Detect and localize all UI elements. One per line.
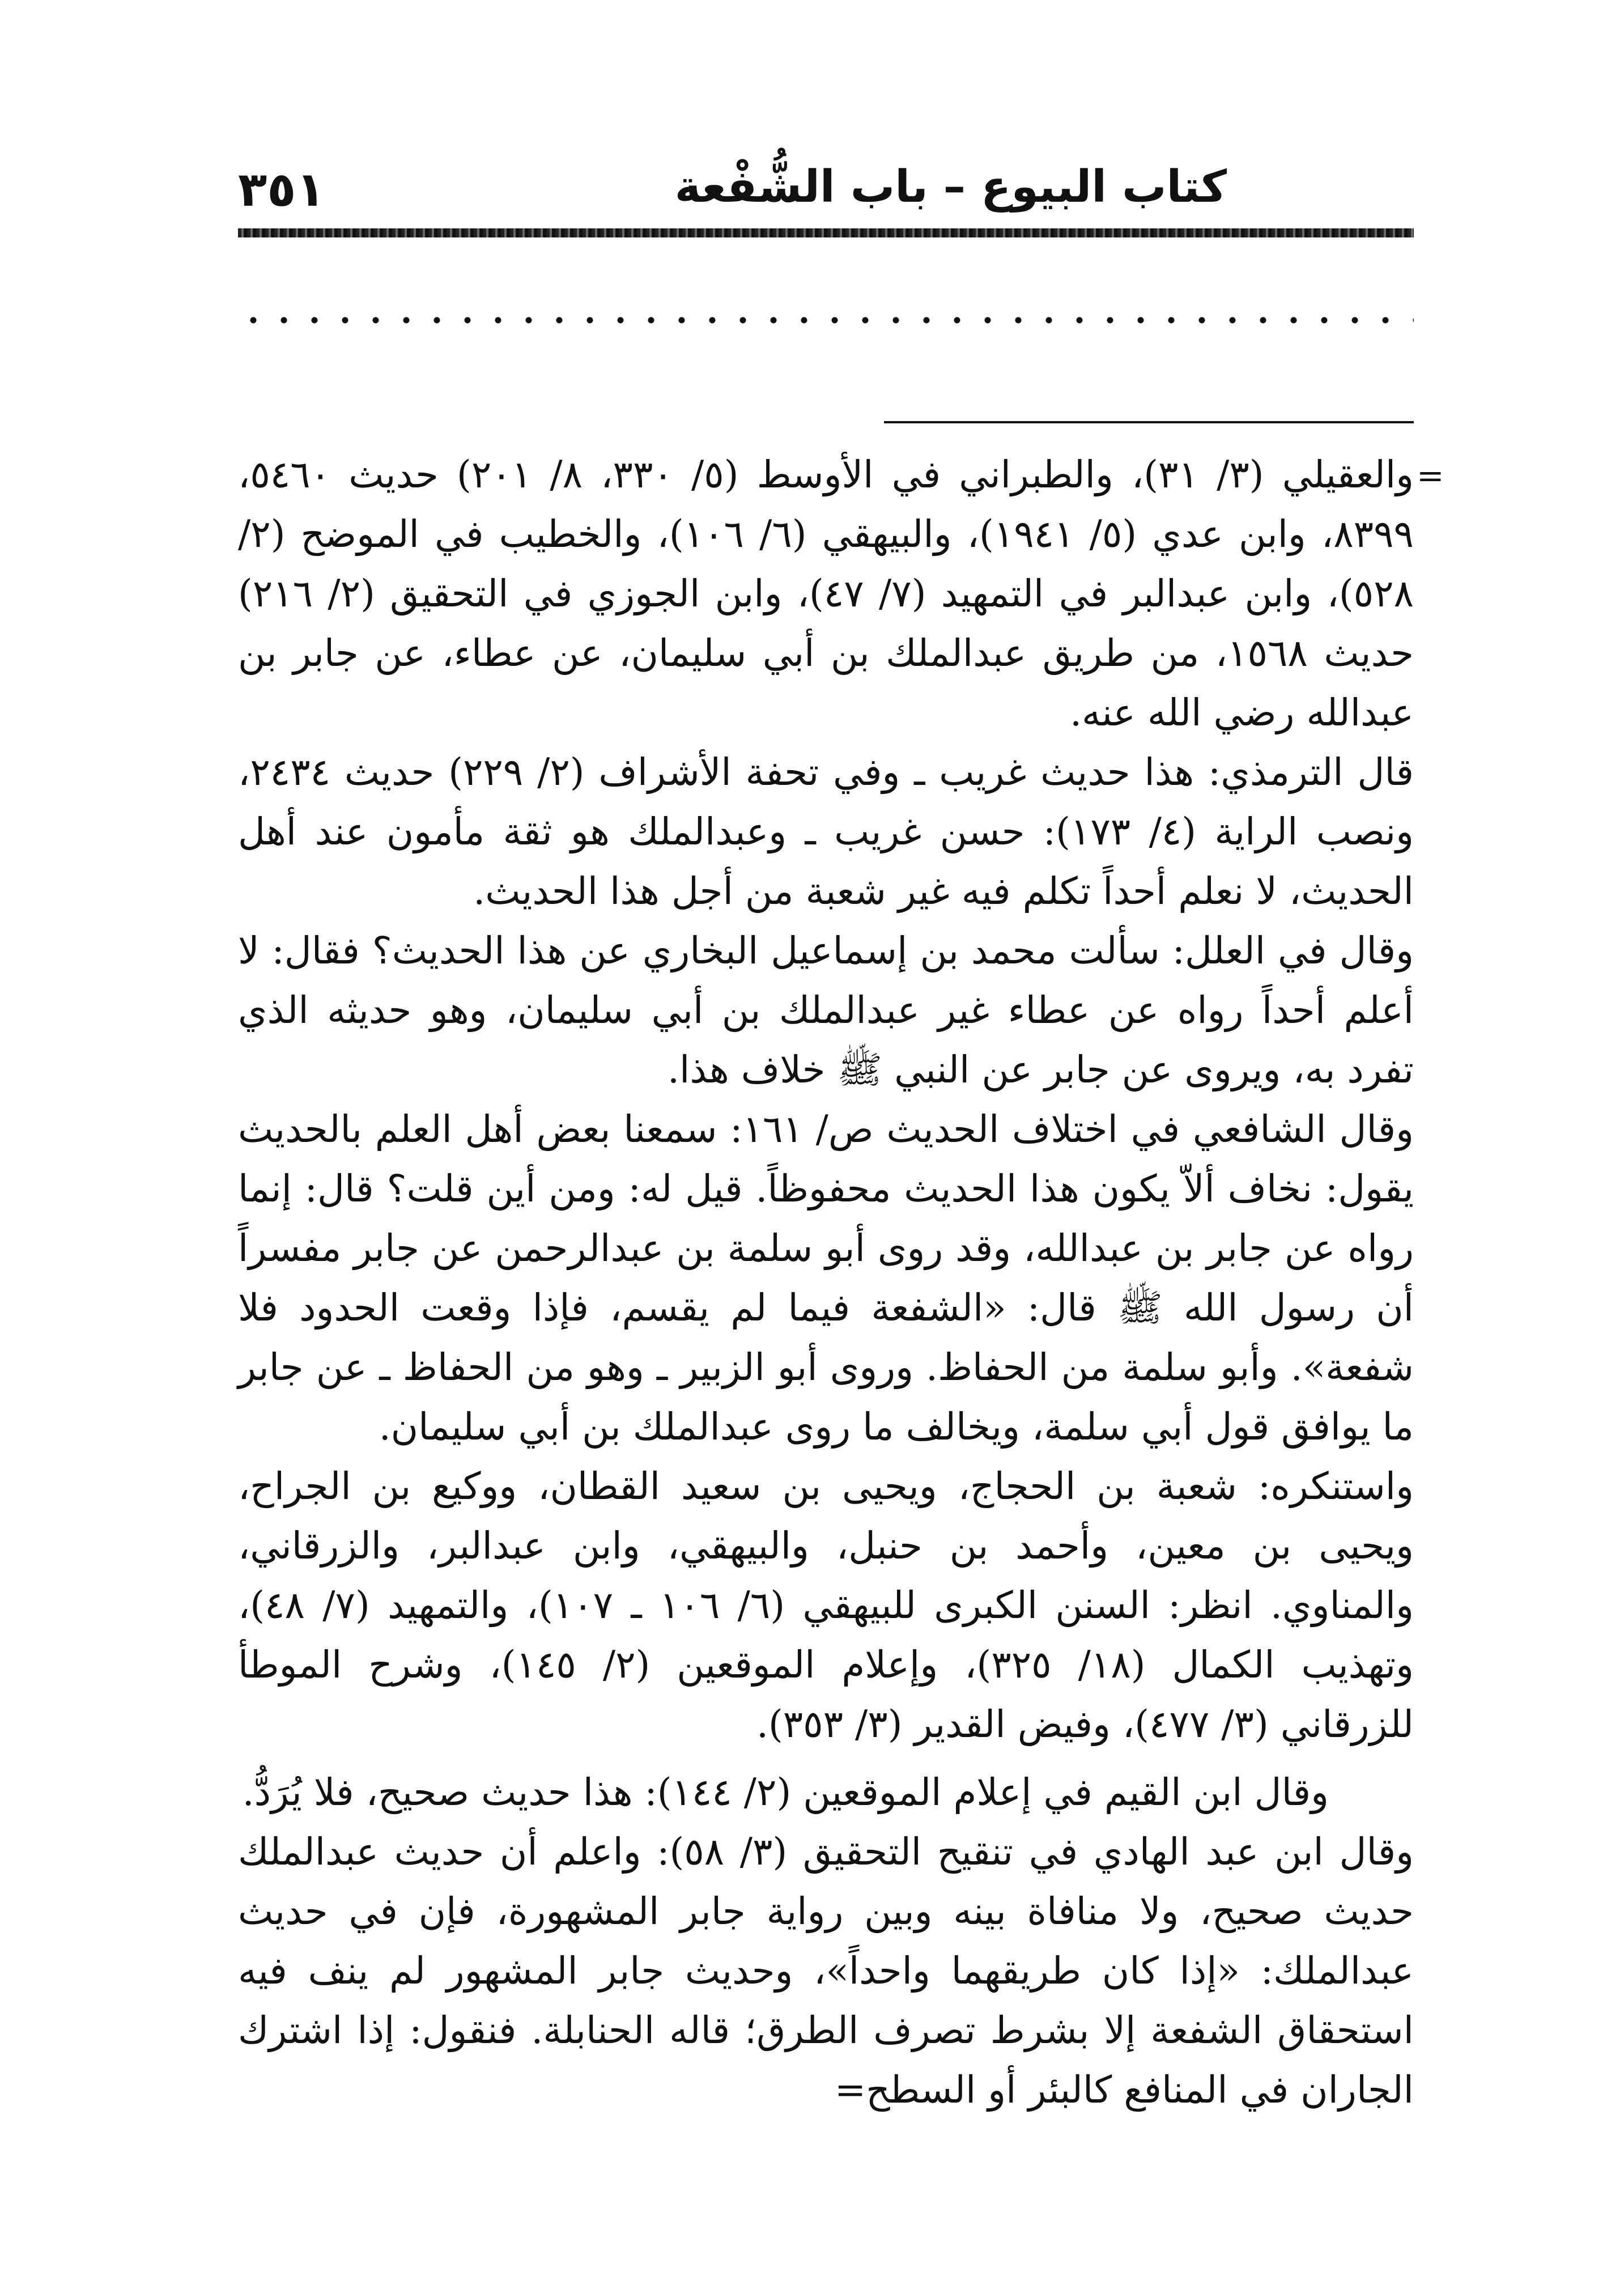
page-number: ٣٥١ bbox=[238, 162, 325, 217]
footnote-paragraph: قال الترمذي: هذا حديث غريب ـ وفي تحفة الأشراف (٢/ ٢٢٩) حديث ٢٤٣٤، ونصب الراية (٤/ ١٧٣): حسن غريب ـ وعبدالملك هو ثقة مأمون عند أهل الحديث، لا نعلم أحداً تكلم فيه غير شعبة من أجل هذا الحديث. bbox=[238, 750, 1414, 913]
footnote-paragraph: والعقيلي (٣/ ٣١)، والطبراني في الأوسط (٥/ ٣٣٠، ٨/ ٢٠١) حديث ٥٤٦٠، ٨٣٩٩، وابن عدي (٥/ ١٩٤١)، والبيهقي (٦/ ١٠٦)، والخطيب في الموضح (٢/ ٥٢٨)، وابن عبدالبر في التمهيد (٧/ ٤٧)، وابن الجوزي في التحقيق (٢/ ٢١٦) حديث ١٥٦٨، من طريق عبدالملك بن أبي سليمان، عن عطاء، عن جابر بن عبدالله رضي الله عنه. bbox=[238, 453, 1414, 734]
footnote-paragraph: واستنكره: شعبة بن الحجاج، ويحيى بن سعيد القطان، ووكيع بن الجراح، ويحيى بن معين، وأحمد بن حنبل، والبيهقي، وابن عبدالبر، والزرقاني، والمناوي. انظر: السنن الكبرى للبيهقي (٦/ ١٠٦ ـ ١٠٧)، والتمهيد (٧/ ٤٨)، وتهذيب الكمال (١٨/ ٣٢٥)، وإعلام الموقعين (٢/ ١٤٥)، وشرح الموطأ للزرقاني (٣/ ٤٧٧)، وفيض القدير (٣/ ٣٥٣). bbox=[238, 1464, 1414, 1746]
footnote-continuation-mark: = bbox=[1417, 456, 1444, 495]
page-header bbox=[238, 162, 1414, 235]
footnote-paragraph: وقال ابن القيم في إعلام الموقعين (٢/ ١٤٤): هذا حديث صحيح، فلا يُرَدُّ. bbox=[242, 1770, 1329, 1814]
footnote-body bbox=[238, 445, 1414, 2258]
header-rule bbox=[238, 228, 1414, 237]
footnote-separator-rule bbox=[884, 421, 1414, 423]
dotted-separator bbox=[238, 309, 1414, 332]
running-title: كتاب البيوع – باب الشُّفْعة bbox=[674, 162, 1227, 213]
footnote-paragraph: وقال ابن عبد الهادي في تنقيح التحقيق (٣/ ٥٨): واعلم أن حديث عبدالملك حديث صحيح، ولا منافاة بينه وبين رواية جابر المشهورة، فإن في حديث عبدالملك: «إذا كان طريقهما واحداً»، وحديث جابر المشهور لم ينف فيه استحقاق الشفعة إلا بشرط تصرف الطرق؛ قاله الحنابلة. فنقول: إذا اشترك الجاران في المنافع كالبئر أو السطح= bbox=[238, 1830, 1414, 2112]
footnote-paragraph: وقال في العلل: سألت محمد بن إسماعيل البخاري عن هذا الحديث؟ فقال: لا أعلم أحداً رواه عن عطاء غير عبدالملك بن أبي سليمان، وهو حديثه الذي تفرد به، ويروى عن جابر عن النبي ﷺ خلاف هذا. bbox=[238, 929, 1414, 1092]
footnote-paragraph: وقال الشافعي في اختلاف الحديث ص/ ١٦١: سمعنا بعض أهل العلم بالحديث يقول: نخاف ألاّ يكون هذا الحديث محفوظاً. قيل له: ومن أين قلت؟ قال: إنما رواه عن جابر بن عبدالله، وقد روى أبو سلمة بن عبدالرحمن عن جابر مفسراً أن رسول الله ﷺ قال: «الشفعة فيما لم يقسم، فإذا وقعت الحدود فلا شفعة». وأبو سلمة من الحفاظ. وروى أبو الزبير ـ وهو من الحفاظ ـ عن جابر ما يوافق قول أبي سلمة، ويخالف ما روى عبدالملك بن أبي سليمان. bbox=[238, 1107, 1414, 1449]
